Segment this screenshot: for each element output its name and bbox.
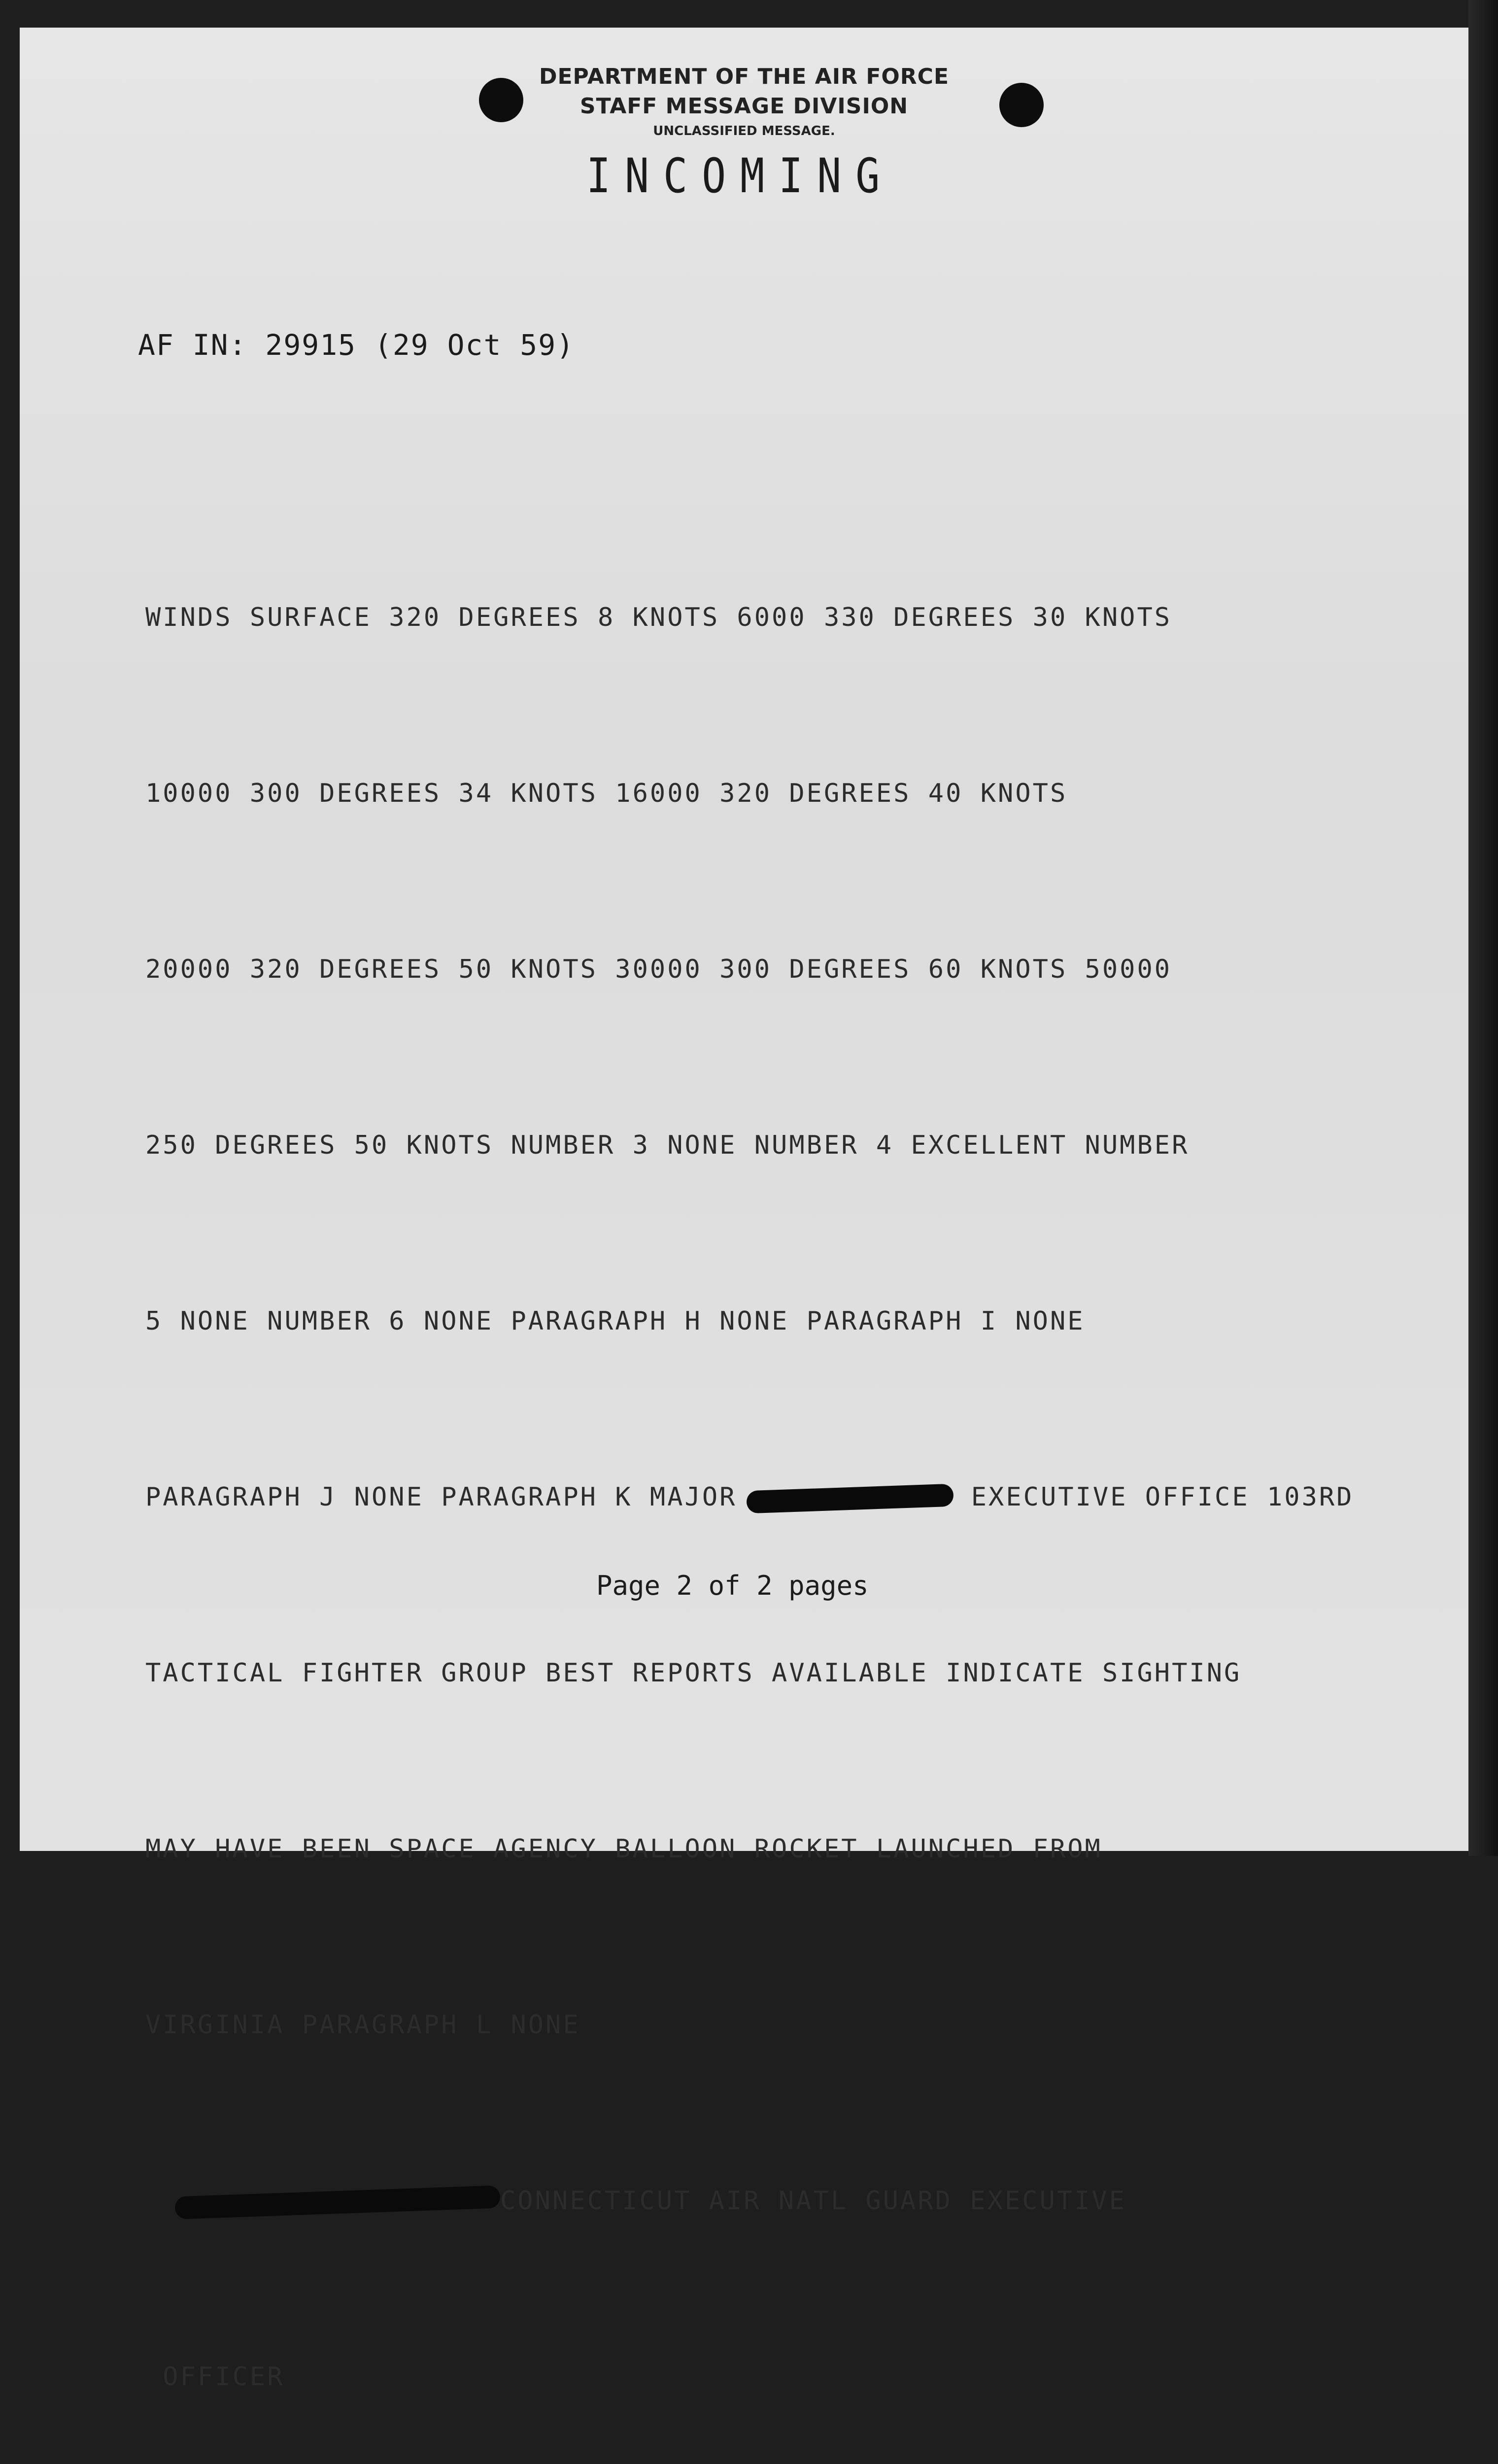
division-title: STAFF MESSAGE DIVISION	[579, 94, 909, 119]
message-line: MAY HAVE BEEN SPACE AGENCY BALLOON ROCKET LAUNCHED FROM	[145, 1834, 1102, 1864]
message-line: 250 DEGREES 50 KNOTS NUMBER 3 NONE NUMBER 4 EXCELLENT NUMBER	[145, 1130, 1190, 1160]
incoming-stamp: INCOMING	[586, 148, 894, 204]
message-line: 20000 320 DEGREES 50 KNOTS 30000 300 DEGREES 60 KNOTS 50000	[145, 955, 1172, 984]
message-line-redacted	[145, 1468, 1427, 1527]
scan-edge	[1468, 0, 1498, 1856]
message-line: VIRGINIA PARAGRAPH L NONE	[145, 2010, 580, 2040]
message-line: 10000 300 DEGREES 34 KNOTS 16000 320 DEGREES 40 KNOTS	[145, 779, 1068, 808]
message-body	[145, 471, 1427, 2464]
af-in-number: AF IN: 29915 (29 Oct 59)	[138, 328, 575, 362]
message-text: CONNECTICUT AIR NATL GUARD EXECUTIVE	[500, 2186, 1127, 2216]
punch-hole-right	[999, 83, 1044, 127]
document-page	[20, 28, 1473, 2392]
message-line: TACTICAL FIGHTER GROUP BEST REPORTS AVAILABLE INDICATE SIGHTING	[145, 1658, 1242, 1688]
department-title: DEPARTMENT OF THE AIR FORCE	[539, 64, 950, 89]
message-line: OFFICER	[145, 2362, 285, 2392]
page-number: Page 2 of 2 pages	[596, 1570, 869, 1601]
message-text: EXECUTIVE OFFICE 103RD	[953, 1482, 1354, 1512]
message-line: 5 NONE NUMBER 6 NONE PARAGRAPH H NONE PARAGRAPH I NONE	[145, 1306, 1085, 1336]
redaction-mark	[747, 1484, 954, 1514]
message-line: WINDS SURFACE 320 DEGREES 8 KNOTS 6000 330 DEGREES 30 KNOTS	[145, 603, 1172, 632]
letterhead	[522, 62, 966, 141]
redaction-mark	[174, 2185, 500, 2219]
punch-hole-left	[479, 78, 523, 122]
message-line-redacted	[145, 2172, 1427, 2230]
message-text: PARAGRAPH J NONE PARAGRAPH K MAJOR	[145, 1482, 737, 1512]
classification-label: UNCLASSIFIED MESSAGE.	[653, 124, 835, 138]
